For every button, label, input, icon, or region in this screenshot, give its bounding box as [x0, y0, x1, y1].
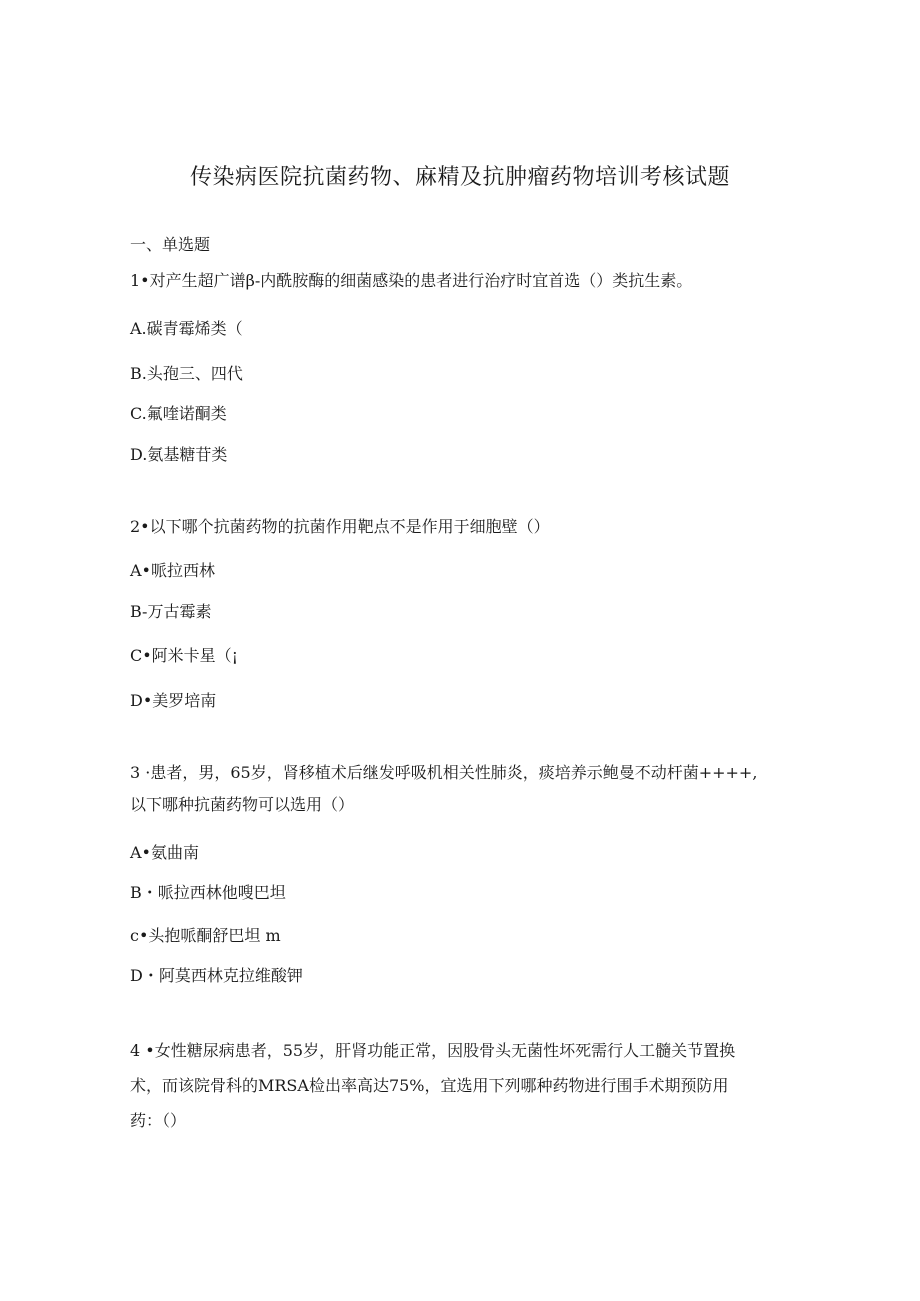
question-3-option-d: D・阿莫西林克拉维酸钾 — [130, 966, 303, 985]
question-2-option-d: D•美罗培南 — [130, 691, 217, 710]
page-title: 传染病医院抗菌药物、麻精及抗肿瘤药物培训考核试题 — [189, 165, 730, 190]
question-1-option-a: A.碳青霉烯类（ — [130, 319, 243, 338]
question-4-text-line-2: 术，而该院骨科的MRSA检出率高达75%，宜选用下列哪种药物进行围手术期预防用 — [130, 1076, 729, 1095]
section-heading: 一、单选题 — [130, 235, 211, 254]
question-2-text: 2•以下哪个抗菌药物的抗菌作用靶点不是作用于细胞壁（） — [130, 517, 550, 536]
question-3-option-c: c•头抱哌酮舒巴坦 m — [130, 926, 281, 945]
question-1-option-c: C.氟喹诺酮类 — [130, 404, 227, 423]
question-2-option-b: B-万古霉素 — [130, 602, 212, 621]
question-3-option-a: A•氨曲南 — [130, 843, 199, 862]
question-3-text-line-1: 3 ·患者，男，65岁，肾移植术后继发呼吸机相关性肺炎，痰培养示鲍曼不动杆菌++++, — [130, 763, 758, 782]
question-2-option-c: C•阿米卡星（¡ — [130, 646, 239, 665]
question-2-option-a: A•哌拉西林 — [130, 561, 215, 580]
question-3-option-b: B・哌拉西林他嗖巴坦 — [130, 883, 286, 902]
question-3-text-line-2: 以下哪种抗菌药物可以选用（） — [130, 795, 355, 814]
question-1-option-d: D.氨基糖苷类 — [130, 445, 228, 464]
question-1-text: 1•对产生超广谱β-内酰胺酶的细菌感染的患者进行治疗时宜首选（）类抗生素。 — [130, 271, 693, 290]
question-1-option-b: B.头孢三、四代 — [130, 364, 243, 383]
question-4-text-line-3: 药：（） — [130, 1111, 187, 1130]
question-4-text-line-1: 4 •女性糖尿病患者，55岁，肝肾功能正常，因股骨头无菌性坏死需行人工髓关节置换 — [130, 1041, 736, 1060]
